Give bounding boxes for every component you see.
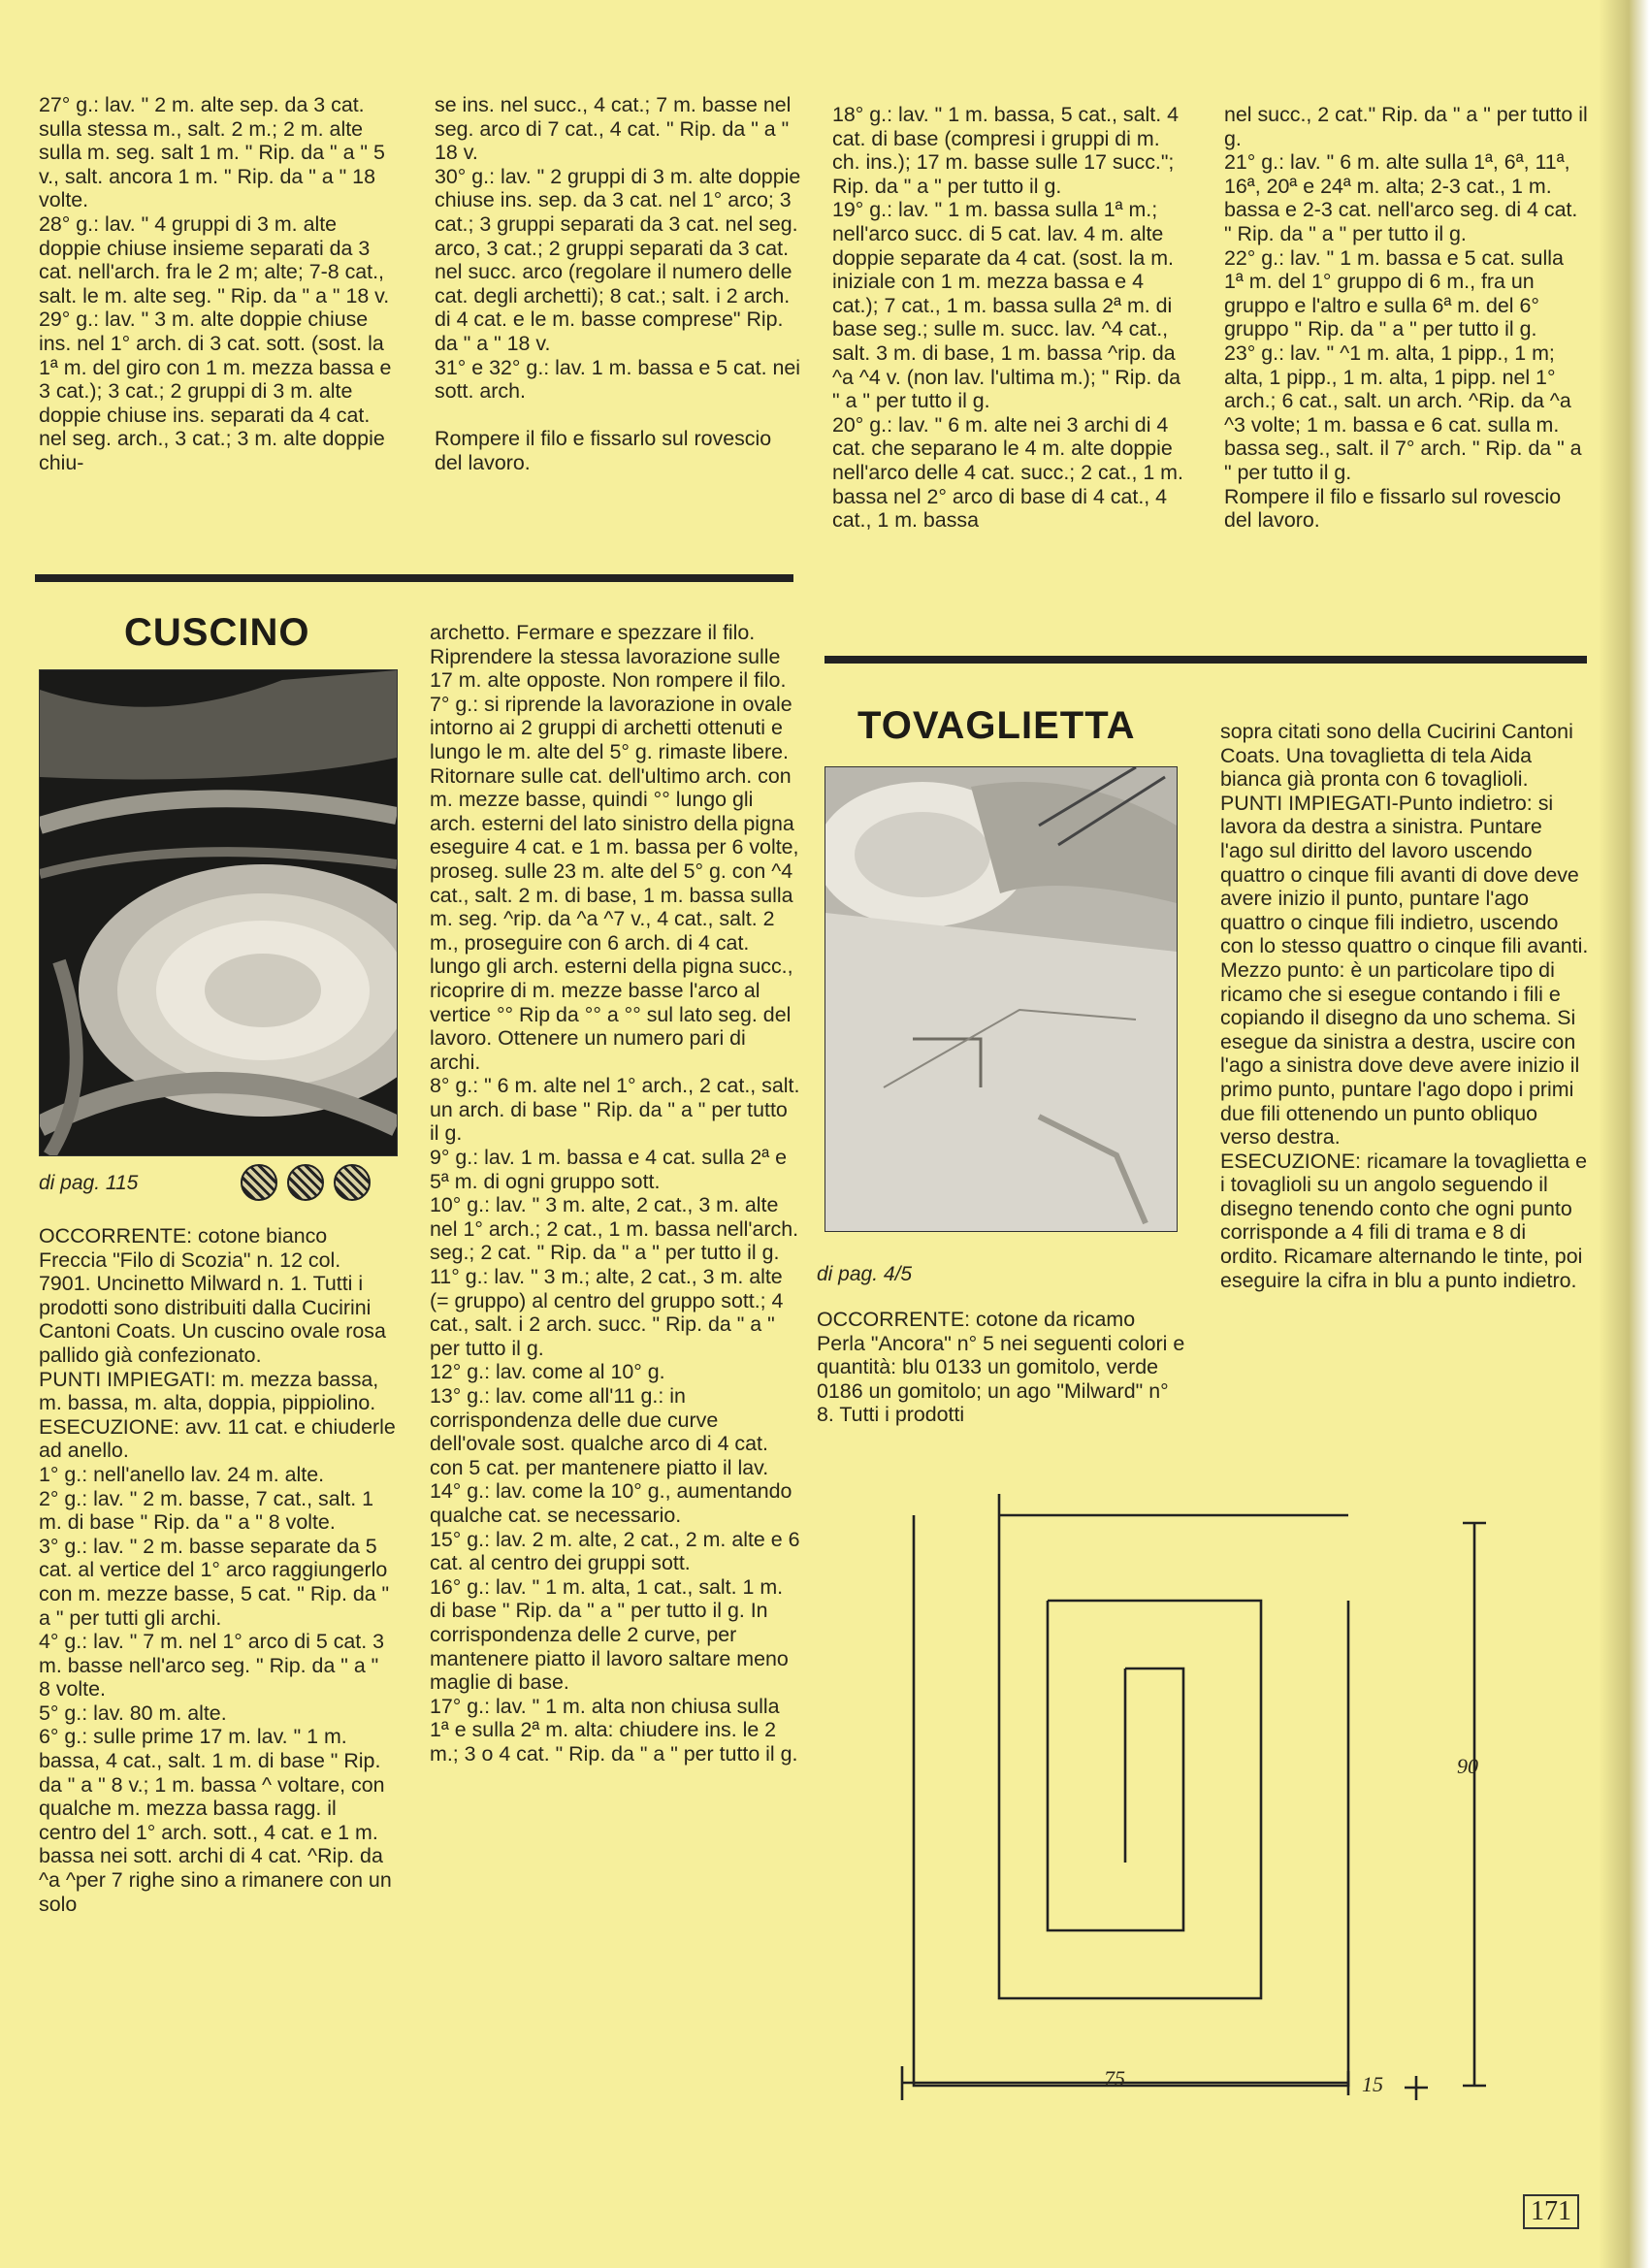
cuscino-instructions: OCCORRENTE: cotone bianco Freccia "Filo di Scozia" n. 12 col. 7901. Uncinetto Milward n. 1. Tutti i prodotti sono distribuiti dalla Cucirini Cantoni Coats. Un cuscino ovale rosa pallido già confezionato. PUNTI IMPIEGATI: m. mezza bassa, m. bassa, m. alta, doppia, pippiolino. ESECUZIONE: avv. 11 cat. e chiuderle ad anello. 1° g.: nell'anello lav. 24 m. alte. 2° g.: lav. " 2 m. basse, 7 cat., salt. 1 m. di base " Rip. da " a " 8 volte. 3° g.: lav. " 2 m. basse separate da 5 cat. al vertice del 1° arco raggiungerlo con m. mezze basse, 5 cat. " Rip. da " a " per tutti gli archi. 4° g.: lav. " 7 m. nel 1° arco di 5 cat. 3 m. basse nell'arco seg. " Rip. da " a " 8 volte. 5° g.: lav. 80 m. alte. 6° g.: sulle prime 17 m. lav. " 1 m. bassa, 4 cat., salt. 1 m. di base " Rip. da " a " 8 v.; 1 m. bassa ^ voltare, con qualche m. mezza bassa ragg. il centro del 1° arch. sott., 4 cat. e 1 m. bassa nei sott. archi di 4 cat. ^Rip. da ^a ^per 7 righe sino a rimanere con un solo <box>39 1224 396 1916</box>
cuscino-page-ref: di pag. 115 <box>39 1172 139 1194</box>
section-divider-left <box>35 574 793 582</box>
page-edge-shadow <box>1599 0 1649 2268</box>
yarn-ball-icon <box>334 1164 371 1201</box>
cuscino-title: CUSCINO <box>124 611 310 654</box>
embroidery-spiral-diagram <box>892 1494 1513 2115</box>
yarn-ball-icon <box>241 1164 277 1201</box>
top-column-2: se ins. nel succ., 4 cat.; 7 m. basse nel seg. arco di 7 cat., 4 cat. " Rip. da " a " 18 v. 30° g.: lav. " 2 gruppi di 3 m. alte doppie chiuse ins. sep. da 3 cat. nel 1° arco; 3 cat.; 3 gruppi separati da 3 cat. nel seg. arco, 3 cat.; 2 gruppi separati da 3 cat. nel succ. arco (regolare il numero delle cat. degli archetti); 8 cat.; salt. i 2 arch. di 4 cat. e le m. basse comprese" Rip. da " a " 18 v. 31° e 32° g.: lav. 1 m. bassa e 5 cat. nei sott. arch. Rompere il filo e fissarlo sul rovescio del lavoro. <box>435 93 801 474</box>
cuscino-instructions-cont: archetto. Fermare e spezzare il filo. Riprendere la stessa lavorazione sulle 17 m. alte opposte. Non rompere il filo. 7° g.: si riprende la lavorazione in ovale intorno ai 2 gruppi di archetti ottenuti e lungo le m. alte del 5° g. rimaste libere. Ritornare sulle cat. dell'ultimo arch. con m. mezze basse, quindi °° lungo gli arch. esterni del lato sinistro della pigna eseguire 4 cat. e 1 m. bassa per 6 volte, proseg. sulle 23 m. alte del 5° g. con ^4 cat., salt. 2 m. di base, 1 m. bassa sulla m. seg. ^rip. da ^a ^7 v., 4 cat., salt. 2 m., proseguire con 6 arch. di 4 cat. lungo gli arch. esterni della pigna succ., ricoprire di m. mezze basse l'arco al vertice °° Rip da °° a °° sul lato seg. del lavoro. Ottenere un numero pari di archi. 8° g.: " 6 m. alte nel 1° arch., 2 cat., salt. un arch. di base " Rip. da " a " per tutto il g. 9° g.: lav. 1 m. bassa e 4 cat. sulla 2ª e 5ª m. di ogni gruppo sott. 10° g.: lav. " 3 m. alte, 2 cat., 3 m. alte nel 1° arch.; 2 cat., 1 m. bassa nell'arch. seg.; 2 cat. " Rip. da " a " per tutto il g. 11° g.: lav. " 3 m.; alte, 2 cat., 3 m. alte (= gruppo) al centro del gruppo sott.; 4 cat., salt. i 2 arch. succ. " Rip. da " a " per tutto il g. 12° g.: lav. come al 10° g. 13° g.: lav. come all'11 g.: in corrispondenza delle due curve dell'ovale sost. qualche arco di 4 cat. con 5 cat. per mantenere piatto il lav. 14° g.: lav. come la 10° g., aumentando qualche cat. se necessario. 15° g.: lav. 2 m. alte, 2 cat., 2 m. alte e 6 cat. al centro dei gruppi sott. 16° g.: lav. " 1 m. alta, 1 cat., salt. 1 m. di base " Rip. da " a " per tutto il g. In corrispondenza delle 2 curve, per mantenere piatto il lavoro saltare meno maglie di base. 17° g.: lav. " 1 m. alta non chiusa sulla 1ª e sulla 2ª m. alta: chiudere ins. le 2 m.; 3 o 4 cat. " Rip. da " a " per tutto il g. <box>430 621 800 1766</box>
yarn-ball-icon <box>287 1164 324 1201</box>
tovaglietta-photo <box>824 766 1178 1232</box>
difficulty-balls <box>241 1164 371 1201</box>
diagram-height-label: 90 <box>1457 1754 1478 1778</box>
page-number: 171 <box>1523 2194 1579 2229</box>
tovaglietta-instructions: sopra citati sono della Cucirini Cantoni Coats. Una tovaglietta di tela Aida bianca già pronta con 6 tovaglioli. PUNTI IMPIEGATI-Punto indietro: si lavora da destra a sinistra. Puntare l'ago sul diritto del lavoro uscendo quattro o cinque fili avanti di dove deve avere inizio il punto, puntare l'ago quattro o cinque fili indietro, uscendo con lo stesso quattro o cinque fili avanti. Mezzo punto: è un particolare tipo di ricamo che si esegue contando i fili e copiando il disegno da uno schema. Si esegue da sinistra a destra, uscire con l'ago a sinistra dove deve avere inizio il primo punto, puntare l'ago dopo i primi due fili ottenendo un punto obliquo verso destra. ESECUZIONE: ricamare la tovaglietta e i tovaglioli su un angolo seguendo il disegno tenendo conto che ogni punto corrisponde a 4 fili di trama e 8 di ordito. Ricamare alternando le tinte, poi eseguire la cifra in blu a punto indietro. <box>1220 720 1589 1292</box>
tovaglietta-page-ref: di pag. 4/5 <box>817 1263 913 1285</box>
placemat-illustration <box>825 767 1177 1231</box>
cushion-illustration <box>40 670 397 1155</box>
diagram-side-label: 15 <box>1362 2072 1383 2096</box>
top-column-1: 27° g.: lav. " 2 m. alte sep. da 3 cat. sulla stessa m., salt. 2 m.; 2 m. alte sulla m. seg. salt 1 m. " Rip. da " a " 5 v., salt. ancora 1 m. " Rip. da " a " 18 volte. 28° g.: lav. " 4 gruppi di 3 m. alte doppie chiuse insieme separati da 3 cat. nell'arch. fra le 2 m; alte; 7-8 cat., salt. le m. alte seg. " Rip. da " a " 18 v. 29° g.: lav. " 3 m. alte doppie chiuse ins. nel 1° arch. di 3 cat. sott. (sost. la 1ª m. del giro con 1 m. mezza bassa e 3 cat.); 3 cat.; 2 gruppi di 3 m. alte doppie chiuse ins. separati da 4 cat. nel seg. arch., 3 cat.; 3 m. alte doppie chiu- <box>39 93 392 474</box>
top-column-3: 18° g.: lav. " 1 m. bassa, 5 cat., salt. 4 cat. di base (compresi i gruppi di m. ch. ins.); 17 m. basse sulle 17 succ."; Rip. da " a " per tutto il g. 19° g.: lav. " 1 m. bassa sulla 1ª m.; nell'arco succ. di 5 cat. lav. 4 m. alte doppie separate da 4 cat. (sost. la m. iniziale con 1 m. mezza bassa e 4 cat.); 7 cat., 1 m. bassa sulla 2ª m. di base seg.; sulle m. succ. lav. ^4 cat., salt. 3 m. di base, 1 m. bassa ^rip. da ^a ^4 v. (non lav. l'ultima m.); " Rip. da " a " per tutto il g. 20° g.: lav. " 6 m. alte nei 3 archi di 4 cat. che separano le 4 m. alte doppie nell'arco delle 4 cat. succ.; 2 cat., 1 m. bassa nel 2° arco di base di 4 cat., 4 cat., 1 m. bassa <box>832 103 1183 533</box>
top-column-4: nel succ., 2 cat." Rip. da " a " per tutto il g. 21° g.: lav. " 6 m. alte sulla 1ª, 6ª, 11ª, 16ª, 20ª e 24ª m. alta; 2-3 cat., 1 m. bassa e 2-3 cat. nell'arco seg. di 4 cat. " Rip. da " a " per tutto il g. 22° g.: lav. " 1 m. bassa e 5 cat. sulla 1ª m. del 1° gruppo di 6 m., fra un gruppo e l'altro e sulla 6ª m. del 6° gruppo " Rip. da " a " per tutto il g. 23° g.: lav. " ^1 m. alta, 1 pipp., 1 m; alta, 1 pipp., 1 m. alta, 1 pipp. nel 1° arch.; 6 cat., salt. un arch. ^Rip. da ^a ^3 volte; 1 m. bassa e 6 cat. sulla m. bassa seg., salt. il 7° arch. " Rip. da " a " per tutto il g. Rompere il filo e fissarlo sul rovescio del lavoro. <box>1224 103 1588 533</box>
section-divider-right <box>824 656 1587 664</box>
diagram-width-label: 75 <box>1104 2066 1125 2090</box>
tovaglietta-title: TOVAGLIETTA <box>857 704 1136 747</box>
cuscino-photo <box>39 669 398 1156</box>
tovaglietta-materials: OCCORRENTE: cotone da ricamo Perla "Ancora" n° 5 nei seguenti colori e quantità: blu 0133 un gomitolo, verde 0186 un gomitolo; un ago "Milward" n° 8. Tutti i prodotti <box>817 1308 1185 1427</box>
